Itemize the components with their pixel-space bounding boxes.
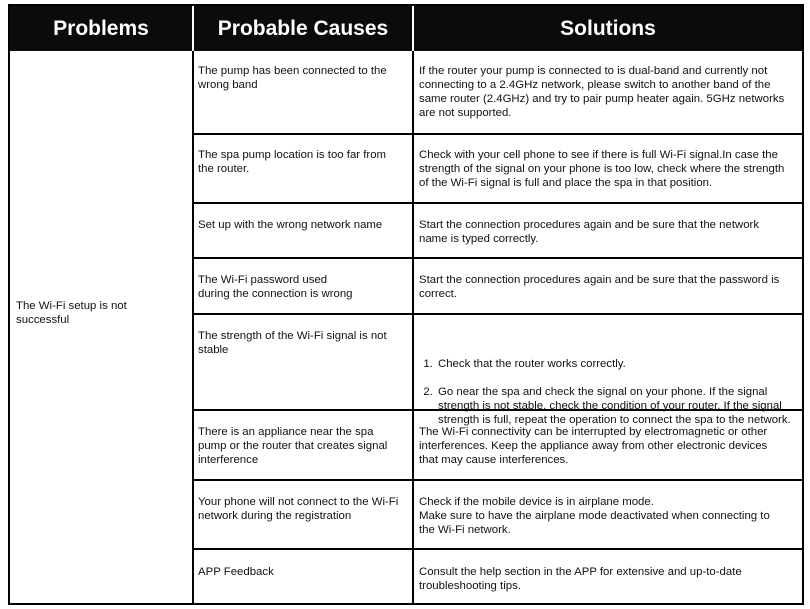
cause-text: The strength of the Wi-Fi signal is not stable: [198, 330, 387, 356]
cause-text: There is an appliance near the spa pump or the router that creates signal interference: [198, 426, 388, 466]
solution-text: Check if the mobile device is in airplane mode. Make sure to have the airplane mode deactivated when connecting to the Wi-Fi network.: [419, 496, 770, 536]
solution-text: Check with your cell phone to see if there is full Wi-Fi signal.In case the strength of the signal on your phone is too low, check where the strength of the Wi-Fi signal is full and place the spa in that position.: [419, 149, 785, 189]
row-divider: [193, 548, 804, 550]
row-divider: [193, 479, 804, 481]
cause-text: APP Feedback: [198, 566, 274, 578]
troubleshooting-table: [8, 4, 804, 605]
solution-text: Start the connection procedures again and be sure that the network name is typed correctly.: [419, 219, 760, 245]
solution-text: If the router your pump is connected to is dual-band and currently not connecting to a 2.4GHz network, please switch to another band of the same router (2.4GHz) and try to pair pump heater again. 5GHz networks are not supported.: [419, 65, 785, 119]
header-problems: Problems: [53, 17, 149, 40]
row-divider: [193, 133, 804, 135]
cause-text: Set up with the wrong network name: [198, 219, 383, 231]
row-divider: [193, 202, 804, 204]
cause-text: Your phone will not connect to the Wi-Fi network during the registration: [198, 496, 399, 522]
row-divider: [193, 313, 804, 315]
row-divider: [193, 257, 804, 259]
cause-text: The Wi-Fi password used during the connection is wrong: [198, 274, 353, 300]
solution-text: Consult the help section in the APP for extensive and up-to-date troubleshooting tips.: [419, 566, 742, 592]
solution-list-item: 2. Go near the spa and check the signal on your phone. If the signal strength is not stable, check the condition of your router. If the signal strength is full, repeat the operation to connect the spa to the network.: [436, 385, 803, 427]
solution-text: The Wi-Fi connectivity can be interrupted by electromagnetic or other interferences. Keep the appliance away from other electronic devices that may cause interferences.: [419, 426, 768, 466]
header-solutions: Solutions: [560, 17, 656, 40]
solution-list-item: 1. Check that the router works correctly.: [436, 357, 803, 371]
cause-text: The pump has been connected to the wrong band: [198, 65, 387, 91]
solution-text: Start the connection procedures again and be sure that the password is correct.: [419, 274, 780, 300]
problem-text: The Wi-Fi setup is not successful: [16, 300, 127, 326]
header-causes: Probable Causes: [217, 17, 389, 40]
cause-text: The spa pump location is too far from the router.: [198, 149, 387, 175]
table-header: [10, 6, 802, 51]
